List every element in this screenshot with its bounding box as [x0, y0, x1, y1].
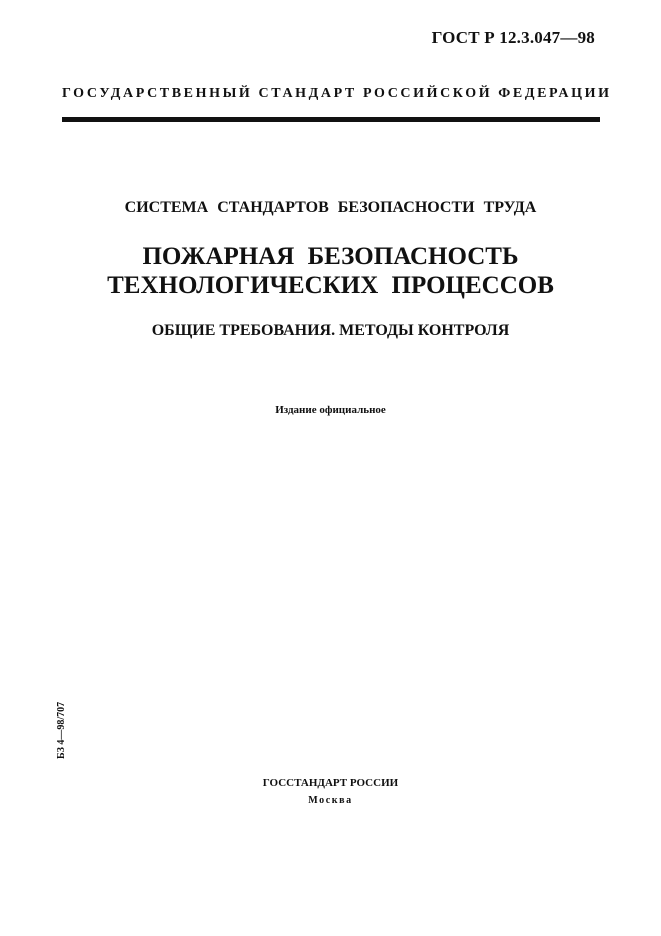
header-divider	[62, 117, 600, 122]
publication-city: Москва	[308, 795, 353, 806]
publisher: ГОССТАНДАРТ РОССИИ	[262, 777, 399, 789]
state-standard-heading: ГОСУДАРСТВЕННЫЙ СТАНДАРТ РОССИЙСКОЙ ФЕДЕРАЦИИ	[62, 86, 612, 101]
document-title	[0, 242, 661, 300]
document-number: ГОСТ Р 12.3.047—98	[431, 28, 595, 47]
document-subtitle: ОБЩИЕ ТРЕБОВАНИЯ. МЕТОДЫ КОНТРОЛЯ	[151, 322, 510, 339]
title-line-1: ПОЖАРНАЯ БЕЗОПАСНОСТЬ	[142, 243, 519, 270]
edition-note: Издание официальное	[275, 404, 386, 416]
title-line-2: ТЕХНОЛОГИЧЕСКИХ ПРОЦЕССОВ	[107, 272, 554, 299]
standards-series: СИСТЕМА СТАНДАРТОВ БЕЗОПАСНОСТИ ТРУДА	[124, 199, 537, 216]
side-code: БЗ 4—98/707	[56, 701, 67, 759]
